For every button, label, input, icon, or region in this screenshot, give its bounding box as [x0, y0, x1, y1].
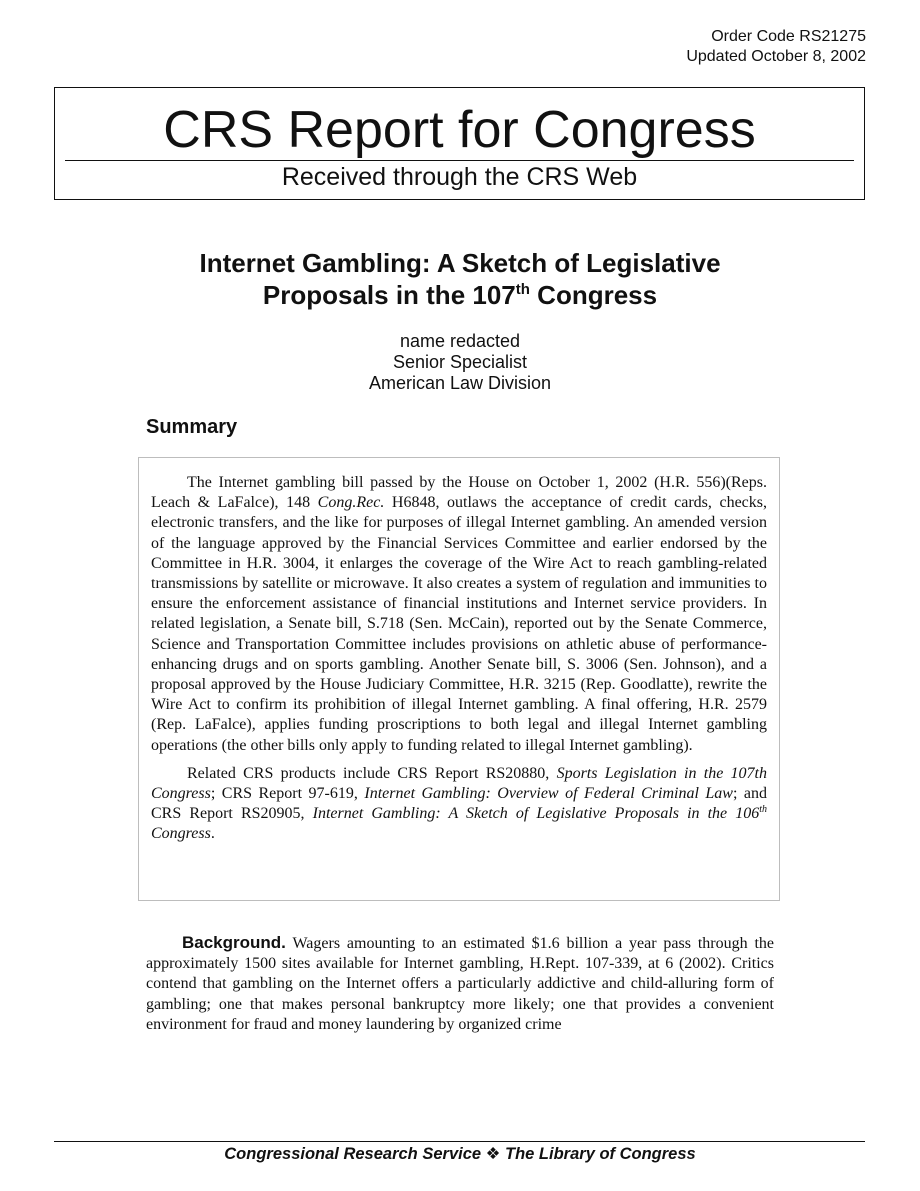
- author-position: Senior Specialist: [392, 352, 528, 372]
- title-line-2-text: Proposals in the 107: [262, 280, 516, 310]
- summary-paragraph-1: [151, 473, 767, 756]
- background-paragraph: [146, 933, 774, 1035]
- summary-box: [138, 457, 780, 901]
- title-line-2: [100, 279, 820, 311]
- summary-paragraph-2: [151, 764, 767, 845]
- banner-title: CRS Report for Congress: [163, 101, 756, 159]
- summary-p2-text-a: Related CRS products include CRS Report RS20880,: [187, 764, 557, 782]
- summary-heading: Summary: [146, 416, 238, 438]
- related-report-3-title-a: Internet Gambling: A Sketch of Legislative Proposals in the 106: [312, 805, 760, 823]
- related-report-2-title: Internet Gambling: Overview of Federal Criminal Law: [364, 785, 733, 803]
- page-footer: Congressional Research Service ❖ The Library of Congress: [224, 1145, 696, 1163]
- background-text: Wagers amounting to an estimated $1.6 billion a year pass through the approximately 1500 sites available for Internet gambling, H.Rept. 107-339, at 6 (2002). Critics contend that gambling on the Internet offers a particularly addictive and child-alluring form of gambling; one that makes personal bankruptcy more likely; one that provides a convenient environment for fraud and money laundering by organized crime: [146, 935, 774, 1033]
- summary-p2-end: .: [210, 825, 215, 843]
- report-banner: [54, 87, 865, 200]
- background-heading: Background.: [182, 933, 286, 952]
- author-division: American Law Division: [368, 373, 552, 393]
- updated-date: Updated October 8, 2002: [686, 48, 866, 65]
- title-line-1: Internet Gambling: A Sketch of Legislative: [199, 248, 721, 278]
- footer-divider: [54, 1141, 865, 1142]
- author-name: name redacted: [399, 331, 521, 351]
- summary-p2-text-b: ; CRS Report 97-619,: [210, 785, 365, 803]
- banner-subtitle: Received through the CRS Web: [281, 163, 638, 191]
- related-report-3-sup: th: [759, 804, 768, 816]
- document-title: [100, 247, 820, 311]
- title-line-2-end: Congress: [529, 280, 658, 310]
- summary-p1-text-b: H6848, outlaws the acceptance of credit cards, checks, electronic transfers, and the like for purposes of illegal Internet gambling. An amended version of the language approved by the Financial Services Committee and earlier endorsed by the Committee in H.R. 3004, it enlarges the coverage of the Wire Act to reach gambling-related transmissions by satellite or microwave. It also creates a system of regulation and immunities to ensure the enforcement assistance of financial institutions and Internet service providers. In related legislation, a Senate bill, S.718 (Sen. McCain), reported out by the Senate Commerce, Science and Transportation Committee includes provisions on athletic abuse of performance-enhancing drugs and on sports gambling. Another Senate bill, S. 3006 (Sen. Johnson), and a proposal approved by the House Judiciary Committee, H.R. 3215 (Rep. Goodlatte), rewrite the Wire Act to confirm its prohibition of illegal Internet gambling. A final offering, H.R. 2579 (Rep. LaFalce), applies funding proscriptions to both legal and illegal Internet gambling operations (the other bills only apply to funding related to illegal Internet gambling).: [151, 494, 767, 754]
- summary-p1-text-a: The Internet gambling bill passed by the House on October 1, 2002 (H.R. 556)(Reps. Leach & LaFalce), 148: [151, 474, 767, 512]
- banner-divider: [65, 160, 854, 161]
- related-report-3-title-b: Congress: [151, 825, 211, 843]
- author-block: [0, 331, 920, 394]
- title-ordinal-sup: th: [515, 281, 530, 298]
- background-section: [146, 933, 774, 1035]
- order-code: Order Code RS21275: [711, 28, 866, 45]
- summary-p1-citation: Cong.Rec.: [317, 494, 385, 512]
- related-report-1-title: Sports Legislation in the 107th Congress: [151, 764, 768, 803]
- summary-p2-text-c: ; and CRS Report RS20905,: [151, 785, 768, 823]
- order-code-block: [686, 27, 866, 67]
